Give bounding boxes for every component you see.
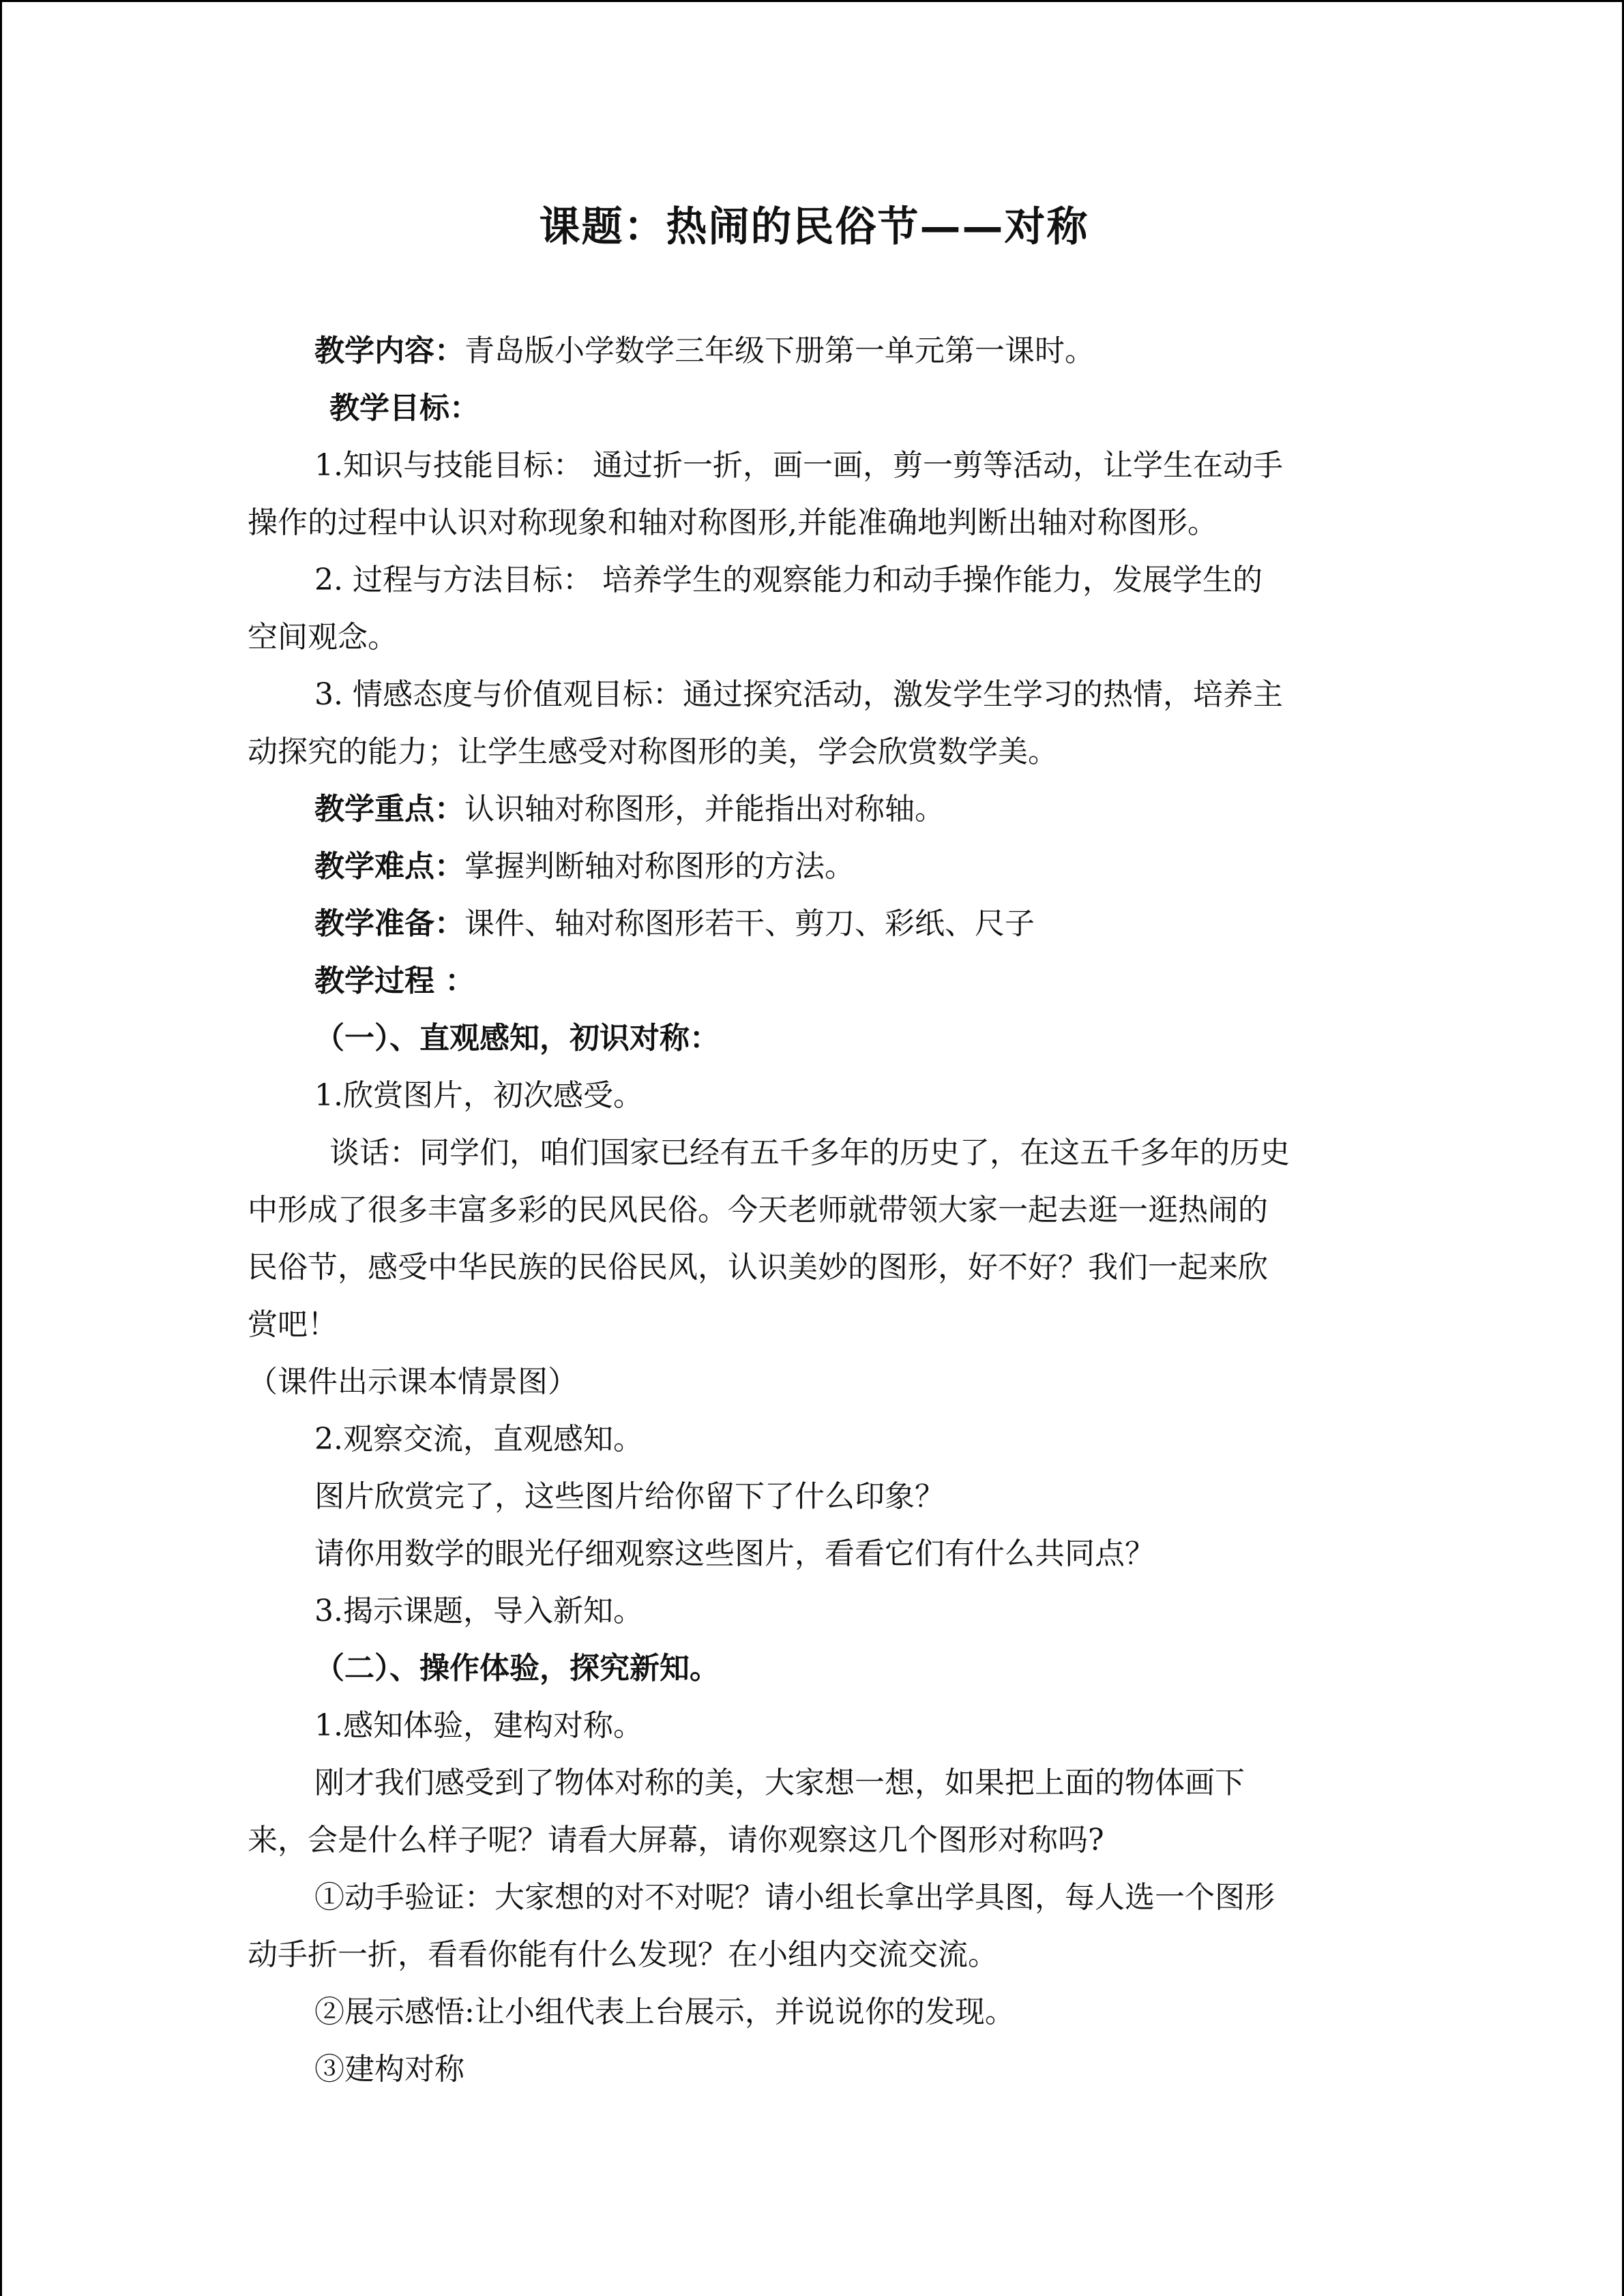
question-1: 图片欣赏完了，这些图片给你留下了什么印象？ (314, 1479, 945, 1514)
circled-1-line-2: 动手折一折，看看你能有什么发现？在小组内交流交流。 (248, 1937, 998, 1972)
teaching-goals-line (248, 380, 1380, 437)
section-1-step-1: 1.欣赏图片，初次感受。 (314, 1078, 643, 1113)
preparation-line (248, 895, 1380, 953)
circled-3: ③建构对称 (314, 2052, 464, 2087)
goal-3-line-1: 3. 情感态度与价值观目标：通过探究活动，激发学生学习的热情，培养主 (314, 677, 1283, 712)
question-2: 请你用数学的眼光仔细观察这些图片，看看它们有什么共同点？ (314, 1536, 1155, 1571)
difficulty-line (248, 838, 1380, 895)
key-point-label: 教学重点： (314, 792, 464, 826)
section-1-step-2: 2.观察交流，直观感知。 (314, 1422, 643, 1457)
document-body (248, 323, 1380, 2098)
goal-3-line-2: 动探究的能力；让学生感受对称图形的美，学会欣赏数学美。 (248, 734, 1058, 769)
teaching-content-text: 青岛版小学数学三年级下册第一单元第一课时。 (464, 333, 1095, 368)
goal-2-line-2: 空间观念。 (248, 620, 398, 655)
paragraph-1-line-1: 刚才我们感受到了物体对称的美，大家想一想，如果把上面的物体画下 (314, 1765, 1245, 1800)
section-2-heading: （二）、操作体验，探究新知。 (314, 1651, 720, 1686)
key-point-line (248, 781, 1380, 838)
goal-1-line-2: 操作的过程中认识对称现象和轴对称图形,并能准确地判断出轴对称图形。 (248, 505, 1217, 540)
paragraph-1-line-2: 来，会是什么样子呢？请看大屏幕，请你观察这几个图形对称吗? (248, 1823, 1104, 1858)
section-1-heading: （一）、直观感知，初识对称： (314, 1021, 720, 1056)
process-label: 教学过程 ： (314, 964, 475, 998)
talk-line-3: 民俗节，感受中华民族的民俗民风，认识美妙的图形，好不好？我们一起来欣 (248, 1250, 1268, 1285)
talk-line-4: 赏吧！ (248, 1307, 338, 1342)
difficulty-label: 教学难点： (314, 849, 464, 884)
preparation-text: 课件、轴对称图形若干、剪刀、彩纸、尺子 (464, 906, 1035, 941)
goal-2-line-1: 2. 过程与方法目标： 培养学生的观察能力和动手操作能力，发展学生的 (314, 563, 1263, 597)
difficulty-text: 掌握判断轴对称图形的方法。 (464, 849, 855, 884)
circled-1-line-1: ①动手验证：大家想的对不对呢？请小组长拿出学具图，每人选一个图形 (314, 1880, 1275, 1915)
teaching-goals-label: 教学目标： (329, 391, 479, 426)
page-title: 课题：热闹的民俗节——对称 (539, 203, 1089, 251)
courseware-note: （课件出示课本情景图） (248, 1365, 578, 1399)
section-2-step-1: 1.感知体验，建构对称。 (314, 1708, 643, 1743)
goal-1-line-1: 1.知识与技能目标： 通过折一折，画一画，剪一剪等活动，让学生在动手 (314, 448, 1283, 483)
preparation-label: 教学准备： (314, 906, 464, 941)
teaching-content-label: 教学内容： (314, 333, 464, 368)
section-1-step-3: 3.揭示课题，导入新知。 (314, 1594, 643, 1628)
teaching-content-line (248, 323, 1380, 380)
process-line (248, 953, 1380, 1010)
key-point-text: 认识轴对称图形，并能指出对称轴。 (464, 792, 945, 826)
talk-line-1: 谈话：同学们，咱们国家已经有五千多年的历史了，在这五千多年的历史 (329, 1135, 1290, 1170)
circled-2: ②展示感悟:让小组代表上台展示，并说说你的发现。 (314, 1995, 1015, 2029)
talk-line-2: 中形成了很多丰富多彩的民风民俗。今天老师就带领大家一起去逛一逛热闹的 (248, 1193, 1268, 1227)
